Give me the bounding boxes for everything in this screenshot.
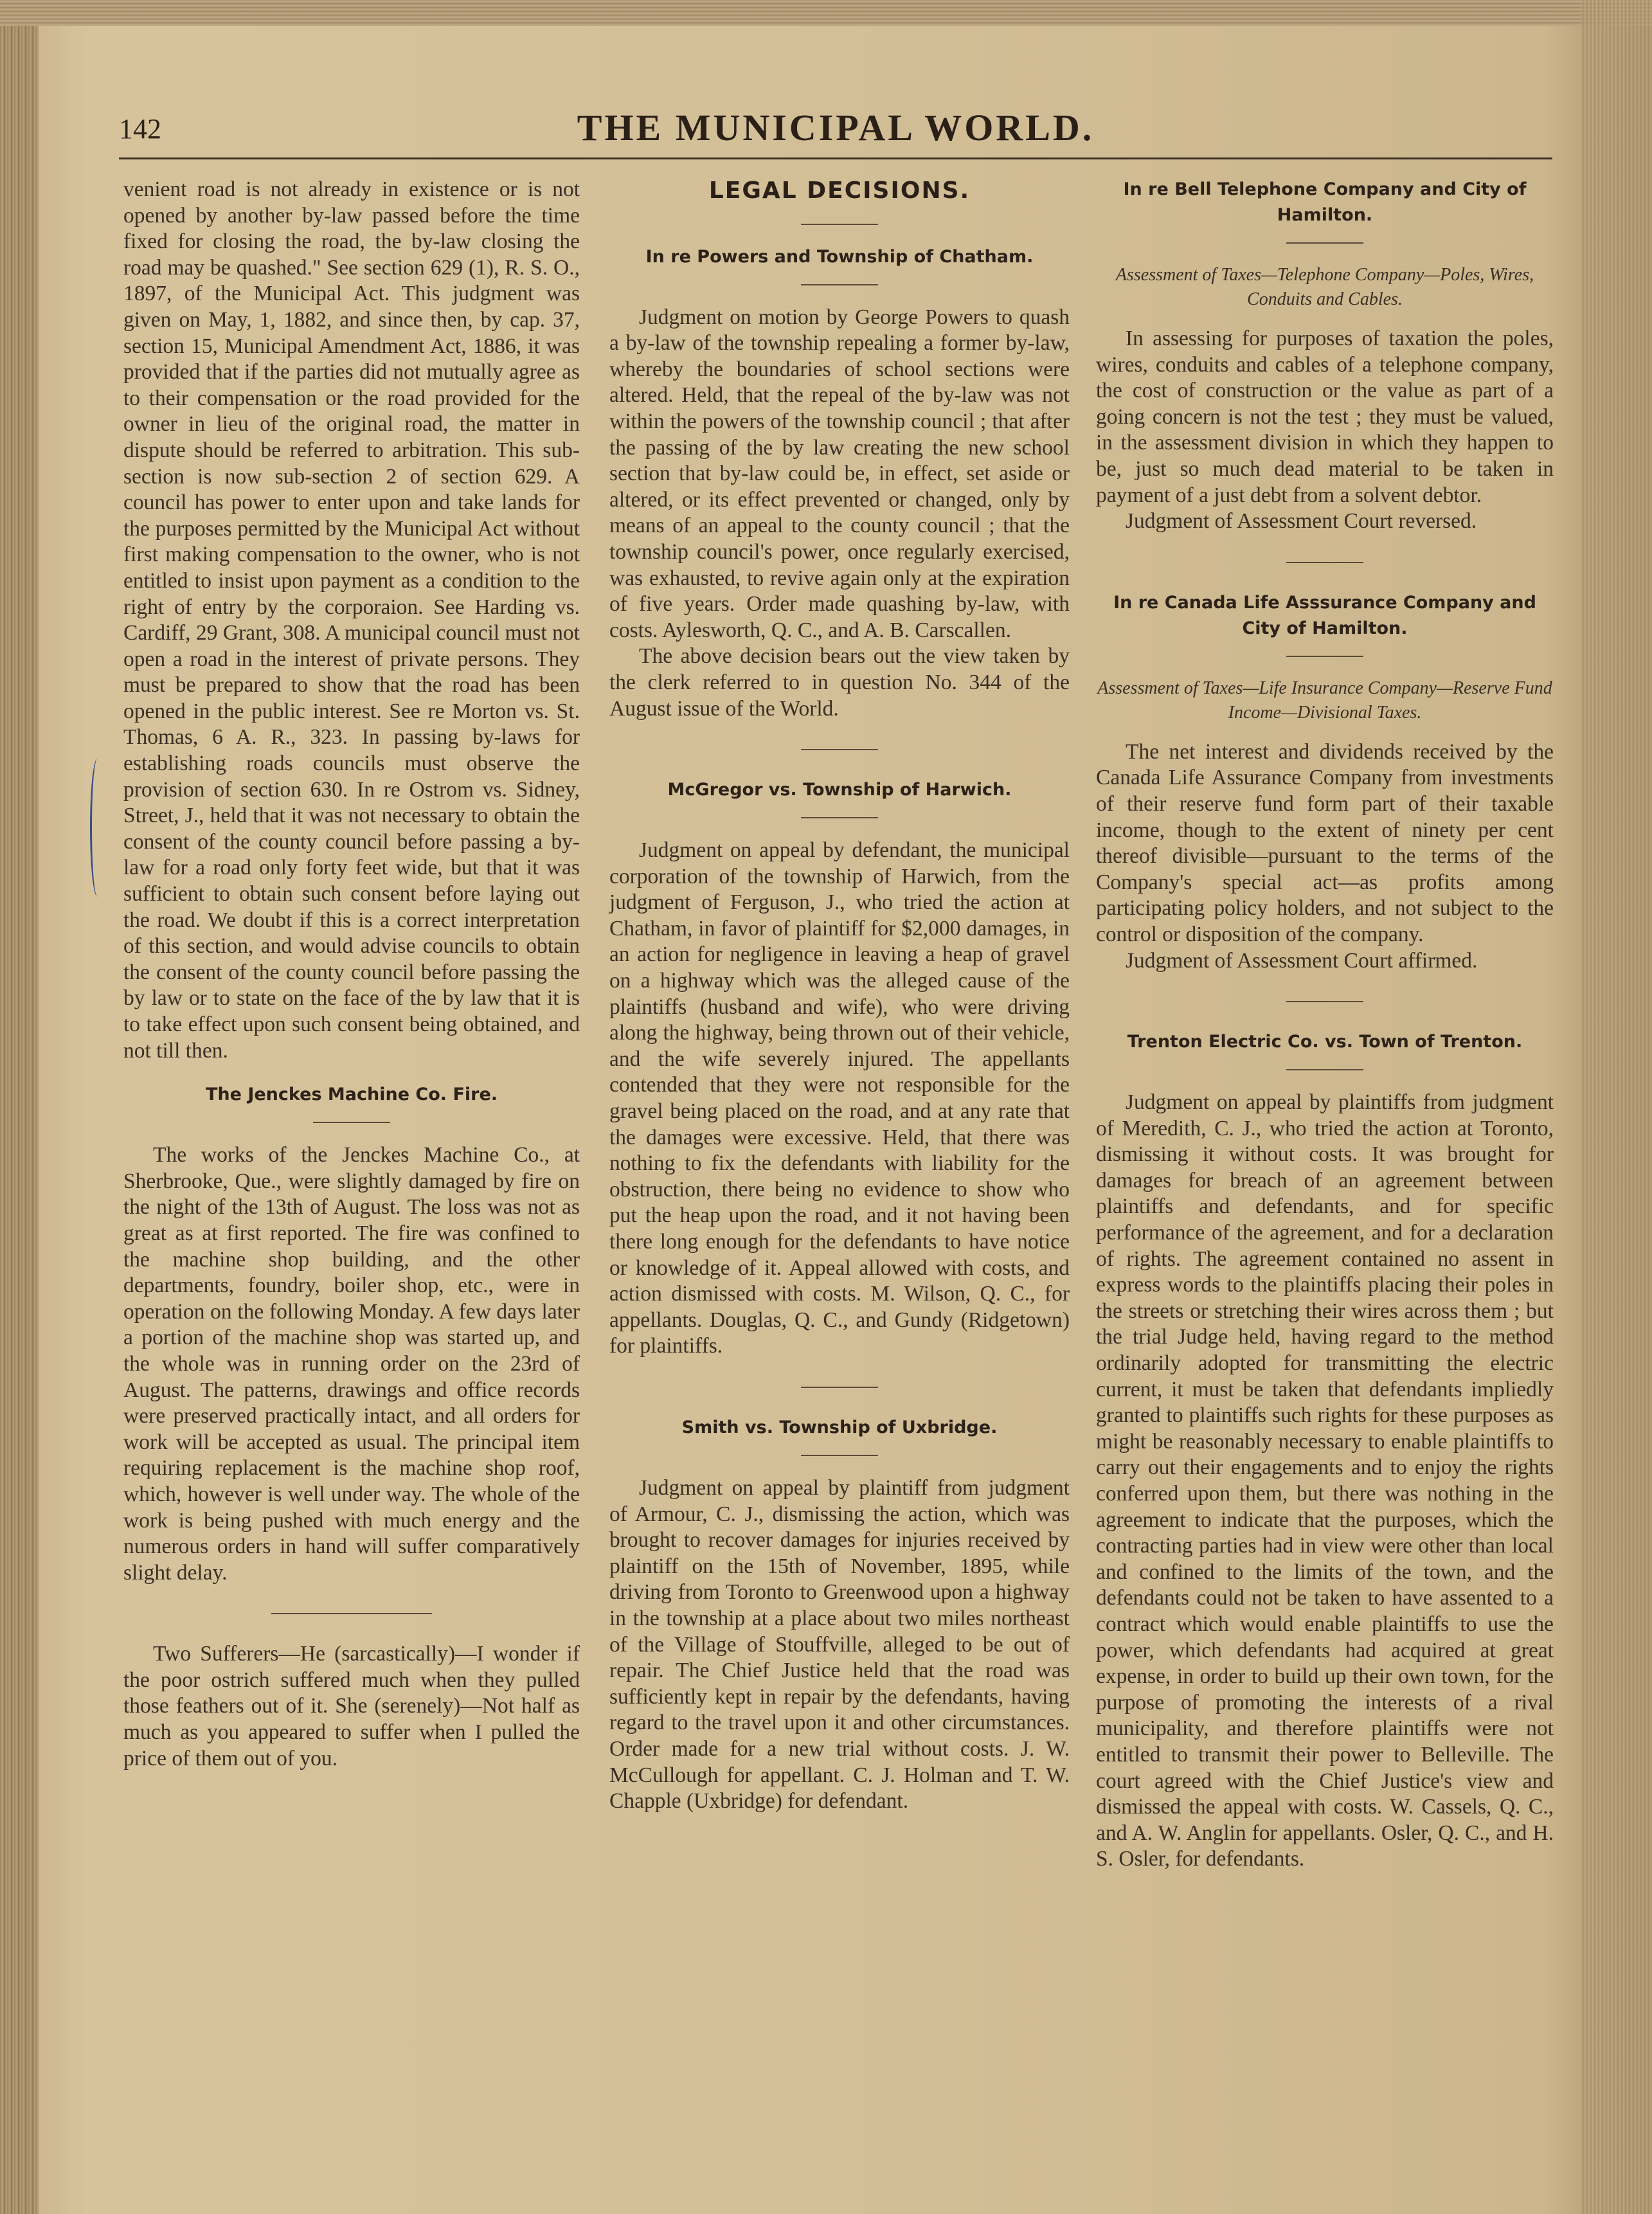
section-heading-legal-decisions: LEGAL DECISIONS. [708,177,971,204]
page-number: 142 [119,113,161,145]
short-rule [1286,656,1363,657]
section-divider [801,1387,878,1388]
column-2 [609,177,1070,1815]
short-rule [801,817,878,818]
joke-two-sufferers: Two Sufferers—He (sarcastically)—I wonder if the poor ostrich suffered much when they pulled those feathers out of it. She (serenely)—Not half as much as you appeared to suffer when I pulled the price of them out of you. [123,1642,580,1770]
case-note-powers-chatham: The above decision bears out the view taken by the clerk referred to in question No. 344 of the August issue of the World. [609,644,1070,721]
case-heading-mcgregor-harwich: McGregor vs. Township of Harwich. [667,780,1012,800]
article-continuation: venient road is not already in existence or is not opened by another by-law passed before the time fixed for closing the road, the by-law closing the road may be quashed." See section 629 (1), R. S. O., 1897, of the Municipal Act. This judgment was given on May, 1, 1882, and since then, by cap. 37, section 15, Municipal Amendment Act, 1886, it was provided that if the parties did not mutually agree as to their compensation or the road provided for the owner in lieu of the original road, the matter in dispute should be referred to arbitration. This sub-section is now sub-section 2 of section 629. A council has power to enter upon and take lands for the purposes permitted by the Municipal Act without first making compensation to the owner, who is not entitled to insist upon payment as a condition to the right of entry by the corporaion. See Harding vs. Cardiff, 29 Grant, 308. A municipal council must not open a road in the interest of private persons. They must be prepared to show that the road has been opened in the public interest. See re Morton vs. St. Thomas, 6 A. R., 323. In passing by-laws for establishing roads councils must observe the provision of section 630. In re Ostrom vs. Sidney, Street, J., held that it was not necessary to obtain the consent of the county council before passing a by-law for a road only forty feet wide, but that it was sufficient to obtain such consent before laying out the road. We doubt if this is a correct interpretation of this section, and would advise councils to obtain the consent of the county council before passing the by law or to state on the face of the by law that it is to take effect upon such consent being obtained, and not till then. [123,177,580,1063]
case-heading-bell-telephone: In re Bell Telephone Company and City of Hamilton. [1123,179,1527,225]
column-1 [123,177,580,1772]
section-divider [801,749,878,750]
case-result-canada-life: Judgment of Assessment Court affirmed. [1126,948,1478,973]
page-stack-edge [1581,0,1652,2214]
case-body-trenton-electric: Judgment on appeal by plaintiffs from judgment of Meredith, C. J., who tried the action at Toronto, dismissing it without costs. It was brought for damages for breach of an agreement between plaintiffs and defendants, and for specific performance of the agreement, and for a declaration of rights. The agreement contained no assent in express words to the plaintiffs placing their poles in the streets or stretching their wires across them ; but the trial Judge held, having regard to the method ordinarily adopted for transmitting the electric current, it must be taken that defendants impliedly granted to plaintiffs such rights for these purposes as might be reasonably necessary to enable plaintiffs to carry out their engagements and to enjoy the rights conferred upon them, but there was nothing in the agreement to indicate that the purposes, which the contracting parties had in view were other than local and confined to the limits of the town, and the defendants could not be taken to have assented to a contract which would enable plaintiffs to use the power, which defendants had acquired at great expense, in order to build up their own town, for the purpose of promoting the interests of a rival municipality, and therefore plaintiffs were not entitled to transmit their power to Belleville. The court agreed with the Chief Justice's view and dismissed the appeal with costs. W. Cassels, Q. C., and A. W. Anglin for appellants. Osler, Q. C., and H. S. Osler, for defendants. [1096,1090,1554,1871]
case-result-bell-telephone: Judgment of Assessment Court reversed. [1126,509,1477,534]
section-divider [271,1613,432,1614]
case-heading-trenton-electric: Trenton Electric Co. vs. Town of Trenton. [1127,1032,1523,1052]
short-rule [801,284,878,285]
book-binding [0,0,39,2214]
case-subheading-bell-telephone: Assessment of Taxes—Telephone Company—Poles, Wires, Conduits and Cables. [1115,265,1534,309]
short-rule [1286,242,1363,244]
article-heading-jenckes: The Jenckes Machine Co. Fire. [205,1084,498,1105]
short-rule [801,1455,878,1456]
case-body-smith-uxbridge: Judgment on appeal by plaintiff from judgment of Armour, C. J., dismissing the action, which was brought to recover damages for injuries received by plaintiff on the 15th of November, 1895, while driving from Toronto to Greenwood upon a highway in the township at a place about two miles northeast of the Village of Stouffville, alleged to be out of repair. The Chief Justice held that the road was sufficiently kept in repair by the defendants, having regard to the travel upon it and other circumstances. Order made for a new trial without costs. J. W. McCullough for appellant. C. J. Holman and T. W. Chapple (Uxbridge) for defendant. [609,1475,1070,1814]
case-heading-canada-life: In re Canada Life Asssurance Company and City of Hamilton. [1113,592,1536,638]
case-body-canada-life: The net interest and dividends received by the Canada Life Assurance Company from investments of their reserve fund form part of their taxable income, though to the extent of ninety per cent thereof divisible—pursuant to the terms of the Company's special act—as profits among participating policy holders, and not subject to the control or disposition of the company. [1096,739,1554,946]
section-divider [1286,1001,1363,1002]
page-header [119,106,1552,159]
short-rule [1286,1069,1363,1070]
article-body-jenckes: The works of the Jenckes Machine Co., at Sherbrooke, Que., were slightly damaged by fire on the night of the 13th of August. The loss was not as great as at first reported. The fire was confined to the machine shop building, and the other departments, foundry, boiler shop, etc., were in operation on the following Monday. A few days later a portion of the machine shop was started up, and the whole was in running order on the 23rd of August. The patterns, drawings and office records were preserved practically intact, and all orders for work will be accepted as usual. The principal item requiring replacement is the machine shop roof, which, however is well under way. The whole of the work is being pushed with much energy and the numerous orders in hand will suffer comparatively slight delay. [123,1143,580,1585]
short-rule [313,1122,390,1123]
section-divider [1286,562,1363,563]
short-rule [801,224,878,225]
case-heading-smith-uxbridge: Smith vs. Township of Uxbridge. [681,1417,998,1437]
case-body-bell-telephone: In assessing for purposes of taxation the poles, wires, conduits and cables of a telephone company, the cost of construction or the value as part of a going concern is not the test ; they must be valued, in the assessment division in which they happen to be, just so much dead material to be taken in payment of a just debt from a solvent debtor. [1096,327,1554,507]
case-body-mcgregor-harwich: Judgment on appeal by defendant, the municipal corporation of the township of Harwich, from the judgment of Ferguson, J., who tried the action at Chatham, in favor of plaintiff for $2,000 damages, in an action for negligence in leaving a heap of gravel on a highway which was the alleged cause of the plaintiffs (husband and wife), who were driving along the highway, being thrown out of their vehicle, and the wife severely injured. The appellants contended that they were not responsible for the gravel being placed on the road, and at any rate that the damages were excessive. Held, that there was nothing to fix the defendants with liability for the obstruction, there being no evidence to show who put the heap upon the road, and it not having been there long enough for the defendants to have notice or knowledge of it. Appeal allowed with costs, and action dismissed with costs. M. Wilson, Q. C., for appellants. Douglas, Q. C., and Gundy (Ridgetown) for plaintiffs. [609,838,1070,1358]
masthead-title: THE MUNICIPAL WORLD. [577,107,1095,148]
case-subheading-canada-life: Assessment of Taxes—Life Insurance Company—Reserve Fund Income—Divisional Taxes. [1097,678,1552,723]
page-top-edge [0,0,1652,26]
case-body-powers-chatham: Judgment on motion by George Powers to quash a by-law of the township repealing a former by-law, whereby the boundaries of school sections were altered. Held, that the repeal of the by-law was not within the powers of the township council ; that after the passing of the by law creating the new school section that by-law could be, in effect, set aside or altered, or its effect prevented or changed, only by means of an appeal to the county council ; that the township council's power, once regularly exercised, was exhausted, to revive again only at the expiration of five years. Order made quashing by-law, with costs. Aylesworth, Q. C., and A. B. Carscallen. [609,305,1070,642]
column-3 [1096,177,1554,1873]
case-heading-powers-chatham: In re Powers and Township of Chatham. [645,246,1034,267]
margin-pencil-mark [90,759,105,897]
